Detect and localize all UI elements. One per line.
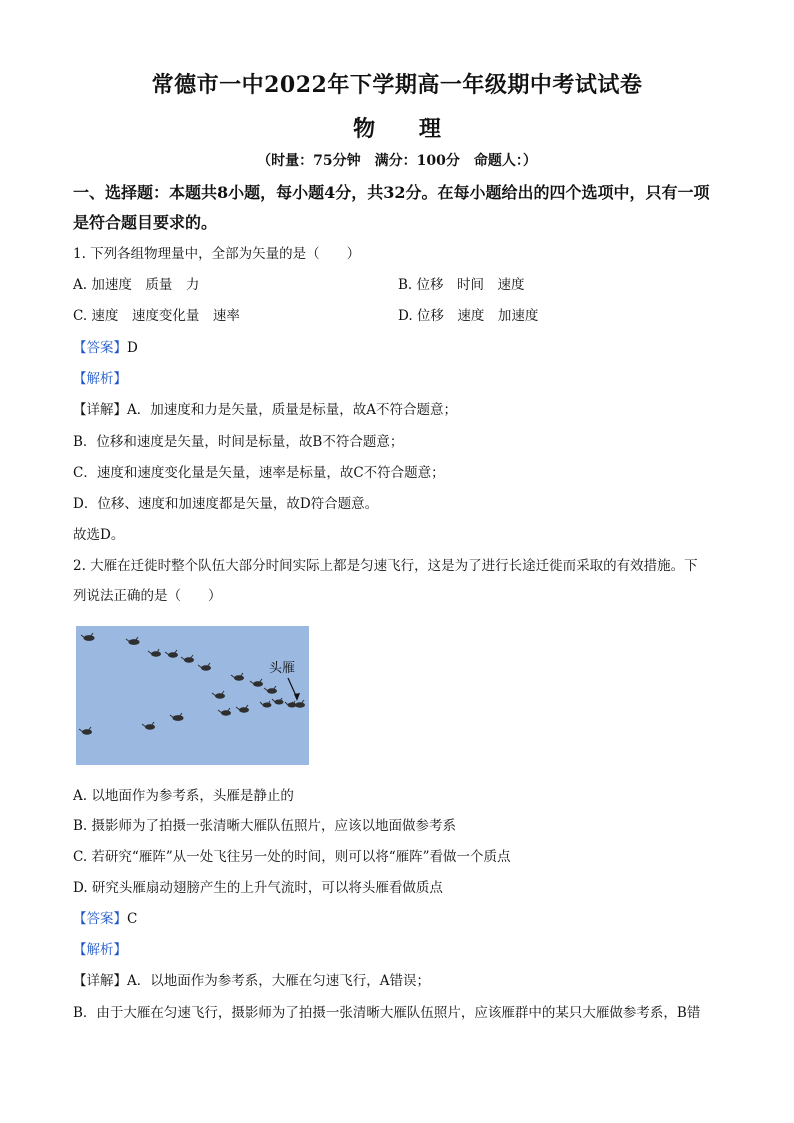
q1-detail-tag: 【详解】 xyxy=(73,402,127,418)
q1-conclusion: 故选D。 xyxy=(73,527,125,543)
q1-answer-value: D xyxy=(127,340,138,356)
q1-answer-tag: 【答案】 xyxy=(73,340,127,356)
exam-title: 常德市一中2022年下学期高一年级期中考试试卷 xyxy=(151,72,643,98)
q1-detail-line: C．速度和速度变化量是矢量，速率是标量，故C不符合题意； xyxy=(73,465,445,481)
q1-detail-text: A．加速度和力是矢量，质量是标量，故A不符合题意； xyxy=(127,402,457,418)
q1-option-c: C. 速度 速度变化量 速率 xyxy=(73,308,240,324)
q1-analysis-tag: 【解析】 xyxy=(73,371,127,387)
q1-option-d: D. 位移 速度 加速度 xyxy=(398,308,539,324)
q1-detail-line: D．位移、速度和加速度都是矢量，故D符合题意。 xyxy=(73,496,379,512)
q1-detail-line xyxy=(73,400,457,420)
q2-answer-value: C xyxy=(127,911,138,927)
lead-goose-label: 头雁 xyxy=(269,661,296,676)
q1-option-b: B. 位移 时间 速度 xyxy=(398,277,525,293)
exam-info: （时量：75分钟 满分：100分 命题人：） xyxy=(257,153,537,169)
q2-detail-tag: 【详解】 xyxy=(73,973,127,989)
subject-title: 物 理 xyxy=(353,116,459,142)
q2-detail-line xyxy=(73,971,430,991)
q1-answer xyxy=(73,338,138,358)
q1-detail-line: B．位移和速度是矢量，时间是标量，故B不符合题意； xyxy=(73,434,404,450)
q2-option-a: A. 以地面作为参考系，头雁是静止的 xyxy=(73,788,294,804)
q1-stem: 1. 下列各组物理量中，全部为矢量的是（ ） xyxy=(73,246,361,262)
sky-background xyxy=(76,626,309,765)
q2-detail-text: A．以地面作为参考系，大雁在匀速飞行，A错误； xyxy=(127,973,430,989)
q2-option-d: D. 研究头雁扇动翅膀产生的上升气流时，可以将头雁看做质点 xyxy=(73,880,443,896)
q2-answer-tag: 【答案】 xyxy=(73,911,127,927)
section-heading-line2: 是符合题目要求的。 xyxy=(73,213,218,232)
section-heading-line1: 一、选择题：本题共8小题，每小题4分，共32分。在每小题给出的四个选项中，只有一项 xyxy=(73,183,710,202)
q2-analysis-tag: 【解析】 xyxy=(73,942,127,958)
q2-stem-line2: 列说法正确的是（ ） xyxy=(73,588,222,604)
q2-option-b: B. 摄影师为了拍摄一张清晰大雁队伍照片，应该以地面做参考系 xyxy=(73,818,457,834)
q2-answer xyxy=(73,909,137,929)
q2-stem-line1: 2. 大雁在迁徙时整个队伍大部分时间实际上都是匀速飞行，这是为了进行长途迁徙而采取的有效措施。下 xyxy=(73,558,698,574)
q2-option-c: C. 若研究“雁阵”从一处飞往另一处的时间，则可以将“雁阵”看做一个质点 xyxy=(73,849,511,865)
q1-option-a: A. 加速度 质量 力 xyxy=(73,277,200,293)
geese-photo xyxy=(76,626,309,765)
q2-detail-line: B．由于大雁在匀速飞行，摄影师为了拍摄一张清晰大雁队伍照片，应该雁群中的某只大雁做参考系，B错 xyxy=(73,1005,701,1021)
